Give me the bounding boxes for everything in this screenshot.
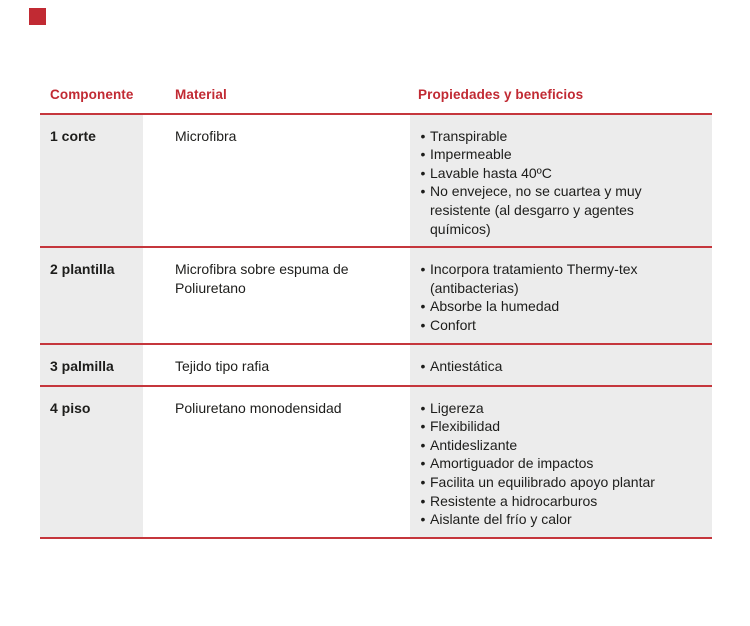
bullet-dot: •	[420, 183, 426, 200]
property-text: Impermeable	[430, 146, 512, 163]
property-bullet-item	[418, 182, 698, 238]
bullet-dot: •	[420, 455, 426, 472]
table-row	[40, 115, 712, 249]
property-bullet-item	[418, 436, 698, 455]
property-text: Facilita un equilibrado apoyo plantar	[430, 473, 655, 490]
material-cell: Microfibra sobre espuma de Poliuretano	[143, 248, 410, 342]
property-text: Incorpora tratamiento Thermy-tex (antibacterias)	[430, 261, 638, 296]
property-text: Ligereza	[430, 399, 484, 416]
bullet-dot: •	[420, 261, 426, 278]
bullet-dot: •	[420, 418, 426, 435]
table-row	[40, 345, 712, 387]
table-row	[40, 387, 712, 539]
property-text: No envejece, no se cuartea y muy resistente (al desgarro y agentes químicos)	[430, 183, 642, 237]
property-bullet-item	[418, 399, 698, 418]
header-cell-propiedades: Propiedades y beneficios	[410, 84, 712, 113]
table-header-row	[40, 84, 712, 115]
property-text: Aislante del frío y calor	[430, 511, 572, 528]
bullet-dot: •	[420, 399, 426, 416]
header-cell-componente: Componente	[40, 84, 143, 113]
properties-cell	[410, 248, 712, 342]
bullet-dot: •	[420, 473, 426, 490]
bullet-dot: •	[420, 436, 426, 453]
property-text: Amortiguador de impactos	[430, 455, 594, 472]
table-body	[40, 115, 712, 539]
property-bullet-item	[418, 297, 698, 316]
material-cell: Poliuretano monodensidad	[143, 387, 410, 537]
property-bullet-item	[418, 145, 698, 164]
property-bullet-item	[418, 316, 698, 335]
property-text: Antideslizante	[430, 436, 518, 453]
property-bullet-item	[418, 417, 698, 436]
property-bullet-item	[418, 492, 698, 511]
header-cell-material: Material	[143, 84, 410, 113]
bullet-dot: •	[420, 127, 426, 144]
property-bullet-item	[418, 260, 698, 297]
red-square-decoration	[29, 8, 46, 25]
material-cell: Microfibra	[143, 115, 410, 247]
component-cell: 2 plantilla	[40, 248, 143, 342]
property-bullet-item	[418, 454, 698, 473]
property-text: Transpirable	[430, 127, 508, 144]
component-cell: 3 palmilla	[40, 345, 143, 385]
property-text: Antiestática	[430, 357, 503, 374]
property-text: Absorbe la humedad	[430, 298, 560, 315]
bullet-dot: •	[420, 164, 426, 181]
component-cell: 1 corte	[40, 115, 143, 247]
properties-cell	[410, 387, 712, 537]
property-bullet-item	[418, 164, 698, 183]
property-text: Lavable hasta 40ºC	[430, 164, 552, 181]
properties-cell	[410, 345, 712, 385]
material-cell: Tejido tipo rafia	[143, 345, 410, 385]
bullet-dot: •	[420, 316, 426, 333]
table-row	[40, 248, 712, 344]
bullet-dot: •	[420, 511, 426, 528]
bullet-dot: •	[420, 357, 426, 374]
properties-cell	[410, 115, 712, 247]
property-bullet-item	[418, 510, 698, 529]
property-bullet-item	[418, 473, 698, 492]
components-spec-table	[40, 84, 712, 539]
property-bullet-item	[418, 357, 698, 376]
bullet-dot: •	[420, 298, 426, 315]
bullet-dot: •	[420, 492, 426, 509]
property-bullet-item	[418, 127, 698, 146]
property-text: Flexibilidad	[430, 418, 501, 435]
component-cell: 4 piso	[40, 387, 143, 537]
bullet-dot: •	[420, 146, 426, 163]
property-text: Resistente a hidrocarburos	[430, 492, 598, 509]
property-text: Confort	[430, 316, 476, 333]
